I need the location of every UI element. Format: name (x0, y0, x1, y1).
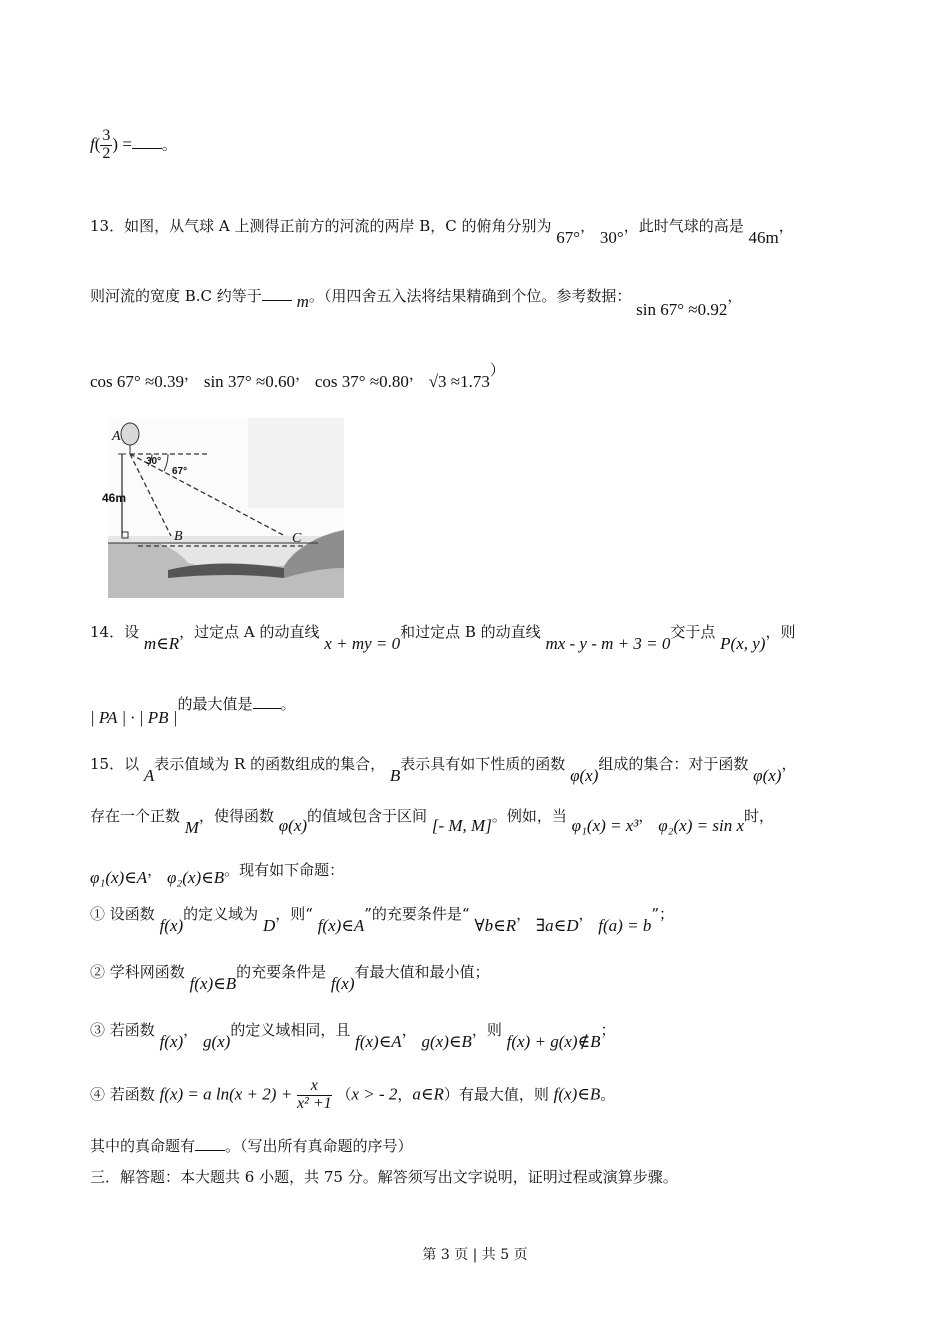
label-B: B (174, 529, 183, 544)
top-expression: f( $\frac{3}{2}$ ) = 。 (90, 127, 177, 162)
proposition-2: ② 学科网函数 f(x)∈B的充要条件是 f(x)有最大值和最小值； (90, 963, 490, 993)
proposition-3: ③ 若函数 f(x)， g(x)的定义域相同，且 f(x)∈A， g(x)∈B，则 f(x) + g(x)∉B； (90, 1021, 616, 1051)
ref-cos37: cos 37° ≈0.80 (314, 372, 409, 391)
ref-sin67: sin 67° ≈0.92 (636, 300, 728, 319)
label-C: C (292, 531, 302, 546)
answer-blank (195, 1136, 225, 1151)
label-angle-67: 67° (172, 466, 188, 477)
answer-blank (262, 286, 292, 301)
q13-line-1: 13．如图，从气球 A 上测得正前方的河流的两岸 B，C 的俯角分别为 67°， 30°，此时气球的高是 46m， (90, 217, 794, 247)
balloon-height: 46m (748, 228, 779, 247)
answer-blank (253, 694, 281, 709)
q13-line-2: 则河流的宽度 B.C 约等于 m。（用四舍五入法将结果精确到个位。参考数据： sin 67° ≈0.92， (90, 287, 743, 319)
proposition-4: ④ 若函数 f(x) = a ln(x + 2) + $\frac{x}{\text{x² +1}}$ （x > - 2，a∈R）有最大值，则 f(x)∈B。 (90, 1077, 616, 1112)
figure-svg (102, 418, 344, 598)
angle-67: 67° (556, 228, 581, 247)
q13-line-3: cos 67° ≈0.39， sin 37° ≈0.60， cos 37° ≈0.80， √3 ≈1.73） (90, 361, 505, 391)
ref-cos67: cos 67° ≈0.39 (90, 372, 185, 391)
q14-line-1: 14．设 m∈R，过定点 A 的动直线 x + my = 0和过定点 B 的动直线 mx - y - m + 3 = 0交于点 P(x, y)，则 (90, 623, 796, 653)
balloon-river-figure (102, 418, 344, 598)
ref-sin37: sin 37° ≈0.60 (203, 372, 296, 391)
balloon-icon (121, 423, 139, 445)
q15-line-3: φ₁(x)∈A， φ₂(x)∈B。现有如下命题： (90, 861, 345, 887)
section-3-heading: 三．解答题：本大题共 6 小题，共 75 分。解答须写出文字说明，证明过程或演算步骤。 (90, 1168, 678, 1186)
q15-line-1: 15．以 A表示值域为 R 的函数组成的集合， B表示具有如下性质的函数 φ(x)组成的集合：对于函数 φ(x)， (90, 755, 797, 785)
q15-line-2: 存在一个正数 M，使得函数 φ(x)的值域包含于区间 [- M, M]。例如，当 φ₁(x) = x³， φ₂(x) = sin x时， (90, 807, 775, 837)
q15-answer-line: 其中的真命题有 。（写出所有真命题的序号） (90, 1137, 413, 1155)
answer-blank (132, 134, 162, 149)
q14-line-2: | PA | · | PB |的最大值是 。 (90, 695, 296, 727)
proposition-1: ① 设函数 f(x)的定义域为 D，则“ f(x)∈A”的充要条件是“ ∀b∈R， ∃a∈D， f(a) = b”； (90, 905, 674, 935)
ref-sqrt3: √3 ≈1.73 (428, 372, 490, 391)
label-A: A (112, 429, 121, 444)
label-angle-30: 30° (146, 456, 162, 467)
angle-30: 30° (599, 228, 624, 247)
label-height: 46m (102, 491, 127, 505)
page-footer: 第 3 页 | 共 5 页 (422, 1247, 528, 1263)
